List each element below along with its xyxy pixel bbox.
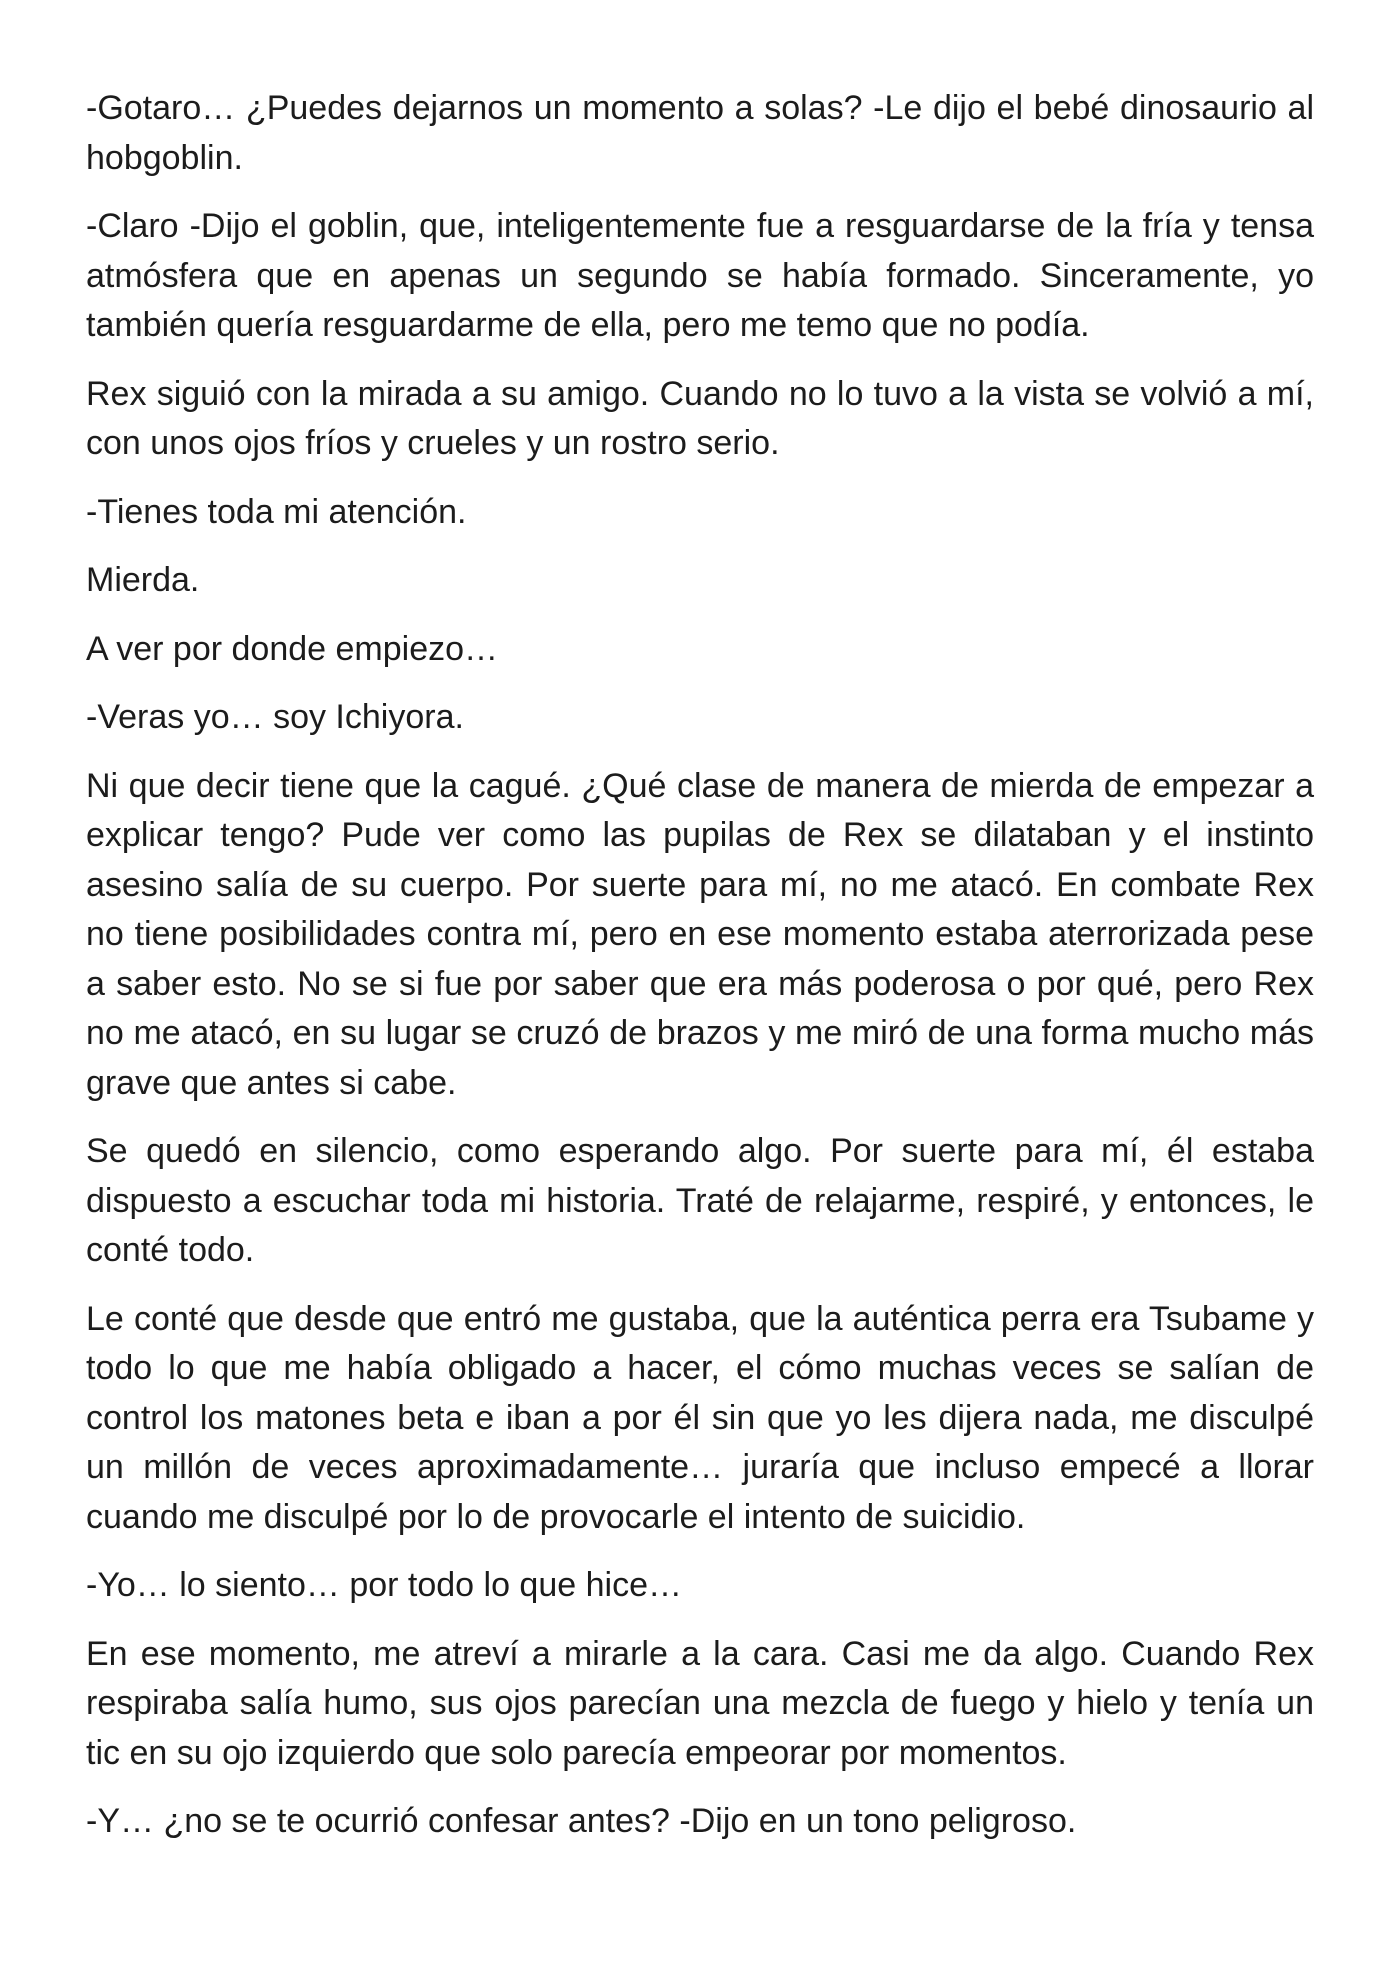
paragraph-5: Mierda. — [86, 561, 200, 599]
paragraph-6: A ver por donde empiezo… — [86, 629, 499, 668]
paragraph-13: -Y… ¿no se te ocurrió confesar antes? -Dijo en un tono peligroso. — [86, 1802, 1077, 1840]
paragraph-11: -Yo… lo siento… por todo lo que hice… — [86, 1566, 682, 1604]
paragraph-9: Se quedó en silencio, como esperando algo. Por suerte para mí, él estaba dispuesto a escuchar toda mi historia. Traté de relajarme, respiré, y entonces, le conté todo. — [86, 1132, 1314, 1269]
paragraph-12: En ese momento, me atreví a mirarle a la cara. Casi me da algo. Cuando Rex respiraba salía humo, sus ojos parecían una mezcla de fuego y hielo y tenía un tic en su ojo izquierdo que solo parecía empeorar por momentos. — [86, 1634, 1314, 1772]
document-page — [86, 84, 1314, 1866]
paragraph-1: -Gotaro… ¿Puedes dejarnos un momento a solas? -Le dijo el bebé dinosaurio al hobgoblin. — [86, 89, 1314, 177]
paragraph-10: Le conté que desde que entró me gustaba, que la auténtica perra era Tsubame y todo lo que me había obligado a hacer, el cómo muchas veces se salían de control los matones beta e iban a por él sin que yo les dijera nada, me disculpé un millón de veces aproximadamente… juraría que incluso empecé a llorar cuando me disculpé por lo de provocarle el intento de suicidio. — [86, 1299, 1314, 1536]
paragraph-2: -Claro -Dijo el goblin, que, inteligentemente fue a resguardarse de la fría y tensa atmósfera que en apenas un segundo se había formado. Sinceramente, yo también quería resguardarme de ella, pero me temo que no podía. — [86, 207, 1314, 344]
paragraph-8: Ni que decir tiene que la cagué. ¿Qué clase de manera de mierda de empezar a explicar tengo? Pude ver como las pupilas de Rex se dilataban y el instinto asesino salía de su cuerpo. Por suerte para mí, no me atacó. En combate Rex no tiene posibilidades contra mí, pero en ese momento estaba aterrorizada pese a saber esto. No se si fue por saber que era más poderosa o por qué, pero Rex no me atacó, en su lugar se cruzó de brazos y me miró de una forma mucho más grave que antes si cabe. — [86, 766, 1314, 1102]
paragraph-3: Rex siguió con la mirada a su amigo. Cuando no lo tuvo a la vista se volvió a mí, con unos ojos fríos y crueles y un rostro serio. — [86, 374, 1314, 462]
paragraph-4: -Tienes toda mi atención. — [86, 492, 467, 531]
paragraph-7: -Veras yo… soy Ichiyora. — [86, 698, 464, 736]
